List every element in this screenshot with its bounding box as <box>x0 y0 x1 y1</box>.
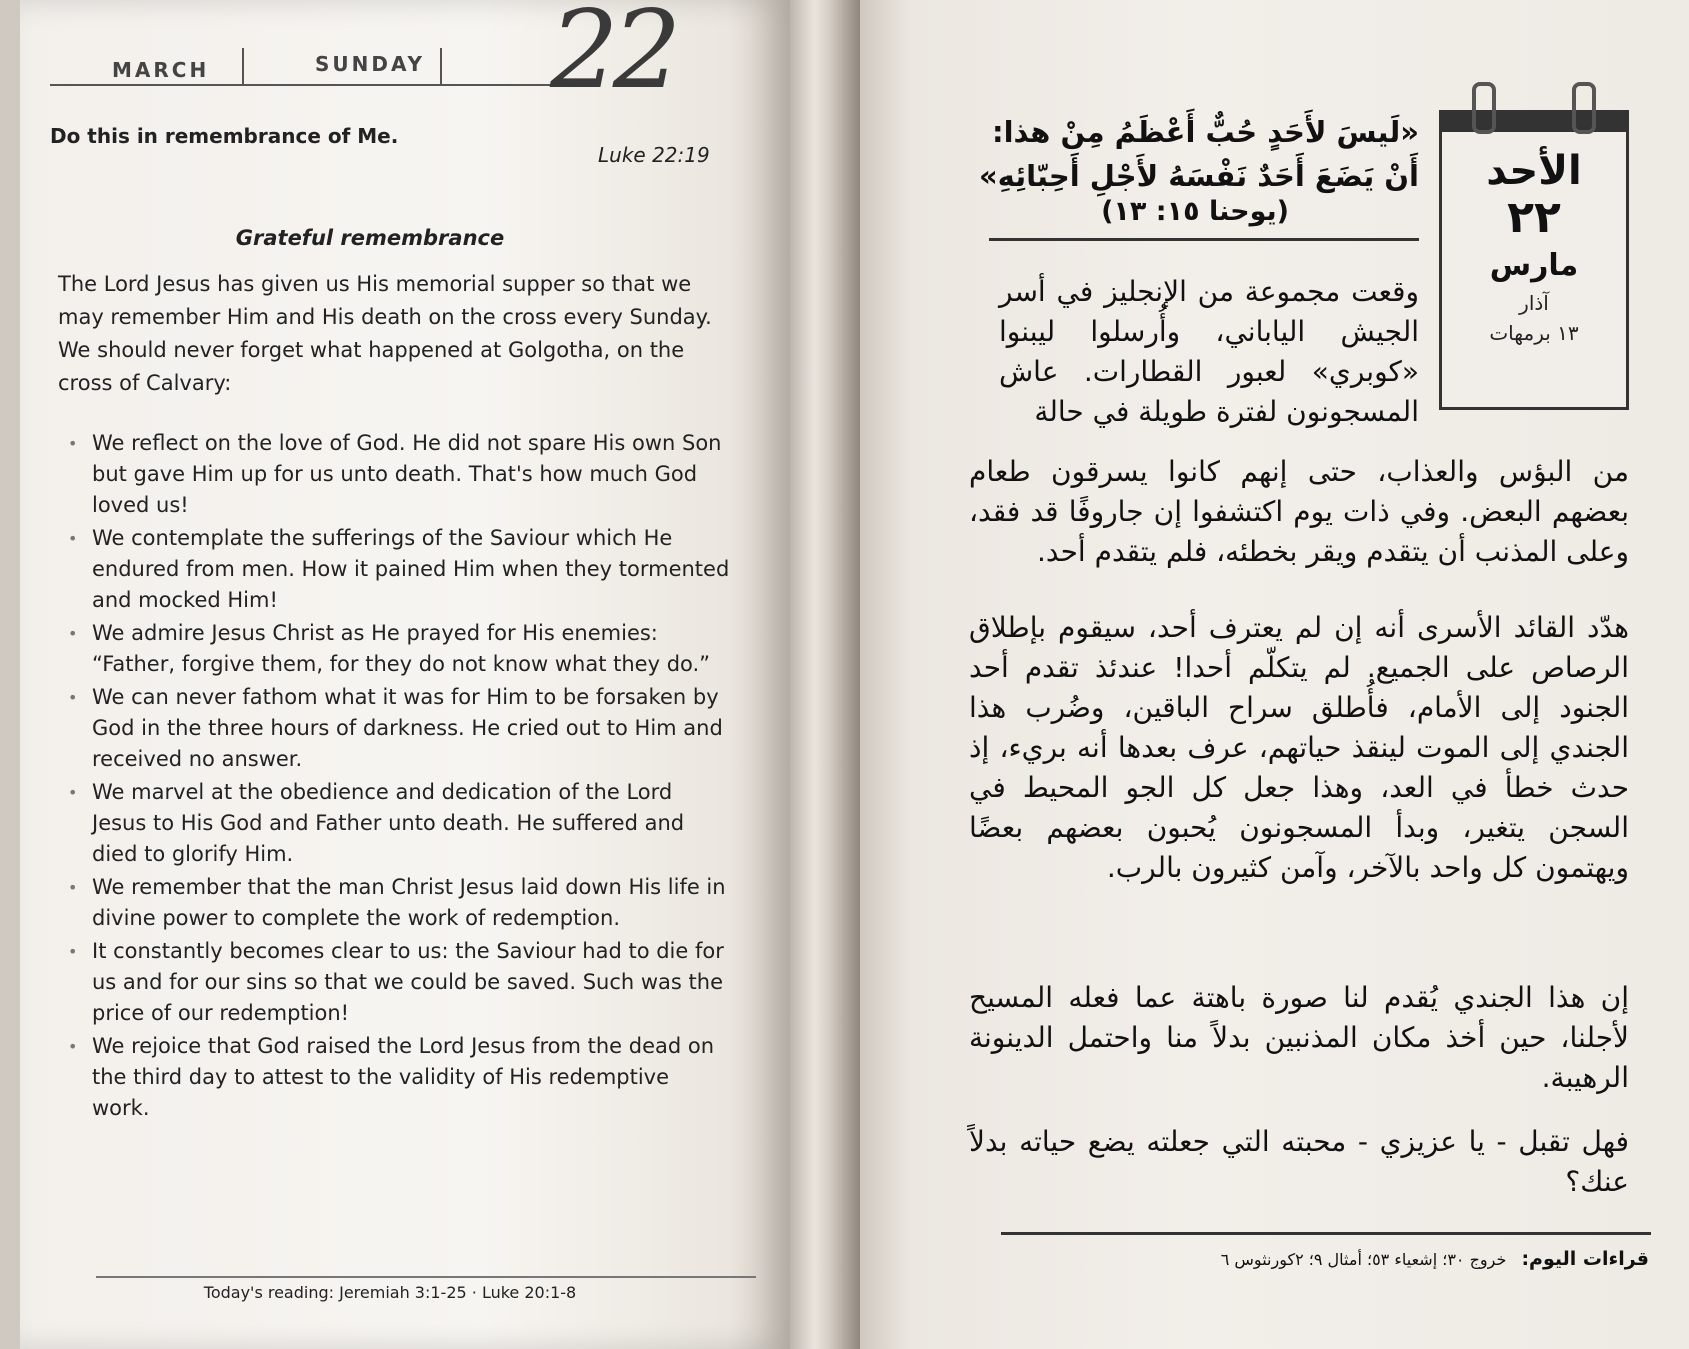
devotional-title: Grateful remembrance <box>235 226 505 250</box>
arabic-paragraph: إن هذا الجندي يُقدم لنا صورة باهتة عما فعله المسيح لأجلنا، حين أخذ مكان المذنبين بدلاً منا واحتمل الدينونة الرهيبة. <box>969 981 1629 1094</box>
arabic-paragraph: فهل تقبل - يا عزيزي - محبته التي جعلته يضع حياته بدلاً عنك؟ <box>969 1125 1629 1198</box>
todays-reading: Today's reading: Jeremiah 3:1-25 · Luke 20:1-8 <box>203 1283 577 1302</box>
arabic-verse <box>939 110 1419 198</box>
arabic-page <box>860 0 1689 1349</box>
list-item: • We remember that the man Christ Jesus laid down His life in divine power to complete the work of redemption. <box>60 872 730 934</box>
list-item: • We contemplate the sufferings of the Saviour which He endured from men. How it pained Him when they tormented and mocked Him! <box>60 523 730 616</box>
intro-paragraph: The Lord Jesus has given us His memorial supper so that we may remember Him and His death on the cross every Sunday. We should never forget what happened at Golgotha, on the cross of Calvary: <box>58 272 712 395</box>
list-item: • We admire Jesus Christ as He prayed for His enemies: “Father, forgive them, for they do not know what they do.” <box>60 618 730 680</box>
ring-icon <box>1472 82 1496 134</box>
english-page <box>20 0 790 1349</box>
list-item: • We can never fathom what it was for Him to be forsaken by God in the three hours of darkness. He cried out to Him and received no answer. <box>60 682 730 775</box>
header-month: MARCH <box>112 58 210 82</box>
verse-text: Do this in remembrance of Me. <box>50 124 399 148</box>
arabic-paragraph: وقعت مجموعة من الإنجليز في أسر الجيش الياباني، وأُرسلوا ليبنوا «كوبري» لعبور القطارات. عاش المسجونون لفترة طويلة في حالة <box>999 275 1419 428</box>
calendar-block <box>1439 110 1629 410</box>
list-item: • We marvel at the obedience and dedication of the Lord Jesus to His God and Father unto death. He suffered and died to glorify Him. <box>60 777 730 870</box>
book-spine <box>790 0 860 1349</box>
calendar-month: مارس <box>1489 248 1579 283</box>
list-item: • We reflect on the love of God. He did not spare His own Son but gave Him up for us unto death. That's how much God loved us! <box>60 428 730 521</box>
arabic-readings <box>1221 1248 1649 1270</box>
readings-text: خروج ٣٠؛ إشعياء ٥٣؛ أمثال ٩؛ ٢كورنثوس ٦ <box>1220 1250 1507 1269</box>
arabic-verse-reference: (يوحنا ١٥: ١٣) <box>1101 196 1289 227</box>
calendar-weekday: الأحد <box>1486 148 1582 194</box>
arabic-paragraph: هدّد القائد الأسرى أنه إن لم يعترف أحد، سيقوم بإطلاق الرصاص على الجميع. لم يتكلّم أحدا! عندئذ تقدم أحد الجنود إلى الأمام، فأُطلق سراح الباقين، وضُرب هذا الجندي إلى الموت لينقذ حياتهم، عرف بعدها أنه بريء، إذ حدث خطأ في العد، وهذا جعل كل الجو المحيط في السجن يتغير، وبدأ المسجونون يُحبون بعضهم بعضًا ويهتمون كل واحد بالآخر، وآمن كثيرون بالرب. <box>969 611 1629 884</box>
calendar-coptic-date: ١٣ برمهات <box>1489 321 1579 345</box>
header-date: 22 <box>550 0 676 113</box>
arabic-verse-line: أَنْ يَضَعَ أَحَدٌ نَفْسَهُ لأَجْلِ أَحِبّائِهِ» <box>978 159 1419 193</box>
header-weekday: SUNDAY <box>315 52 426 76</box>
verse-reference: Luke 22:19 <box>598 143 710 167</box>
list-item: • We rejoice that God raised the Lord Jesus from the dead on the third day to attest to the validity of His redemptive work. <box>60 1031 730 1124</box>
footer-rule <box>96 1276 756 1278</box>
arabic-verse-line: «لَيسَ لأَحَدٍ حُبٌّ أَعْظَمُ مِنْ هذا: <box>992 115 1419 149</box>
calendar-day: ٢٢ <box>1507 192 1561 243</box>
header-rule <box>50 84 560 86</box>
reflection-list <box>60 428 730 1126</box>
header-divider <box>242 48 244 86</box>
footer-rule <box>1001 1232 1651 1235</box>
header-divider <box>440 48 442 86</box>
ring-icon <box>1572 82 1596 134</box>
readings-label: قراءات اليوم: <box>1521 1248 1649 1270</box>
arabic-paragraph: من البؤس والعذاب، حتى إنهم كانوا يسرقون طعام بعضهم البعض. وفي ذات يوم اكتشفوا إن جاروفًا قد فقد، وعلى المذنب أن يتقدم ويقر بخطئه، فلم يتقدم أحد. <box>969 455 1629 568</box>
calendar-syriac-month: آذار <box>1519 291 1549 315</box>
list-item: • It constantly becomes clear to us: the Saviour had to die for us and for our sins so that we could be saved. Such was the price of our redemption! <box>60 936 730 1029</box>
verse-rule <box>989 238 1419 241</box>
